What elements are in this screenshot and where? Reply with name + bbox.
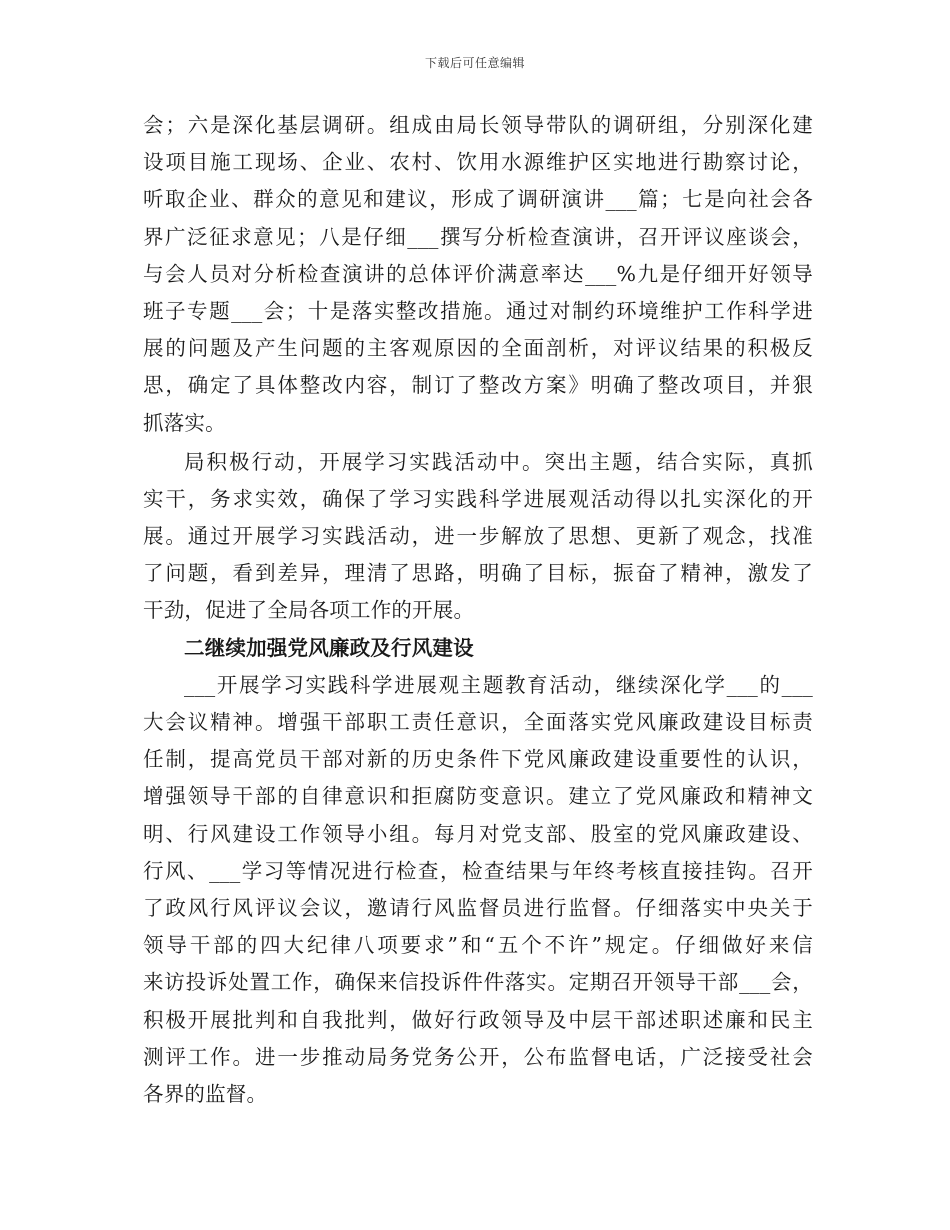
text-line: 干劲，促进了全局各项工作的开展。: [143, 598, 475, 623]
text-line: 展。通过开展学习实践活动，进一步解放了思想、更新了观念，找准: [143, 524, 813, 549]
text-line: 与会人员对分析检查演讲的总体评价满意率达___%九是仔细开好领导: [143, 261, 813, 286]
text-line: 界广泛征求意见；八是仔细___撰写分析检查演讲，召开评议座谈会，: [143, 224, 813, 249]
document-body: [143, 107, 813, 1113]
text-line: 明、行风建设工作领导小组。每月对党支部、股室的党风廉政建设、: [143, 821, 813, 846]
text-line: 测评工作。进一步推动局务党务公开，公布监督电话，广泛接受社会: [143, 1044, 813, 1069]
text-line: 了政风行风评议会议，邀请行风监督员进行监督。仔细落实中央关于: [143, 895, 813, 920]
paragraph-1: [143, 107, 813, 442]
text-line: ___开展学习实践科学进展观主题教育活动，继续深化学___的___: [184, 672, 813, 697]
text-line: 大会议精神。增强干部职工责任意识，全面落实党风廉政建设目标责: [143, 710, 813, 734]
text-line: 抓落实。: [143, 410, 226, 435]
paragraph-3: [143, 667, 813, 1113]
text-line: 设项目施工现场、企业、农村、饮用水源维护区实地进行勘察讨论，: [143, 150, 813, 175]
text-line: 领导干部的四大纪律八项要求”和“五个不许”规定。仔细做好来信: [143, 933, 813, 958]
text-line: 思，确定了具体整改内容，制订了整改方案》明确了整改项目，并狠: [143, 373, 813, 398]
text-line: 增强领导干部的自律意识和拒腐防变意识。建立了党风廉政和精神文: [143, 784, 813, 809]
text-line: 展的问题及产生问题的主客观原因的全面剖析，对评议结果的积极反: [143, 336, 813, 361]
text-line: 班子专题___会；十是落实整改措施。通过对制约环境维护工作科学进: [143, 298, 813, 323]
paragraph-2: [143, 444, 813, 630]
text-line: 局积极行动，开展学习实践活动中。突出主题，结合实际，真抓: [184, 449, 813, 474]
text-line: 各界的监督。: [143, 1081, 268, 1106]
text-line: 任制，提高党员干部对新的历史条件下党风廉政建设重要性的认识，: [143, 747, 813, 772]
text-line: 行风、___学习等情况进行检查，检查结果与年终考核直接挂钩。召开: [143, 858, 813, 883]
section-heading: 二继续加强党风廉政及行风建设: [184, 635, 474, 660]
text-line: 听取企业、群众的意见和建议，形成了调研演讲___篇；七是向社会各: [143, 187, 813, 212]
page-header: 下载后可任意编辑: [424, 56, 525, 70]
text-line: 会；六是深化基层调研。组成由局长领导带队的调研组，分别深化建: [143, 113, 813, 137]
text-line: 积极开展批判和自我批判，做好行政领导及中层干部述职述廉和民主: [143, 1007, 813, 1032]
text-line: 实干，务求实效，确保了学习实践科学进展观活动得以扎实深化的开: [143, 486, 813, 511]
text-line: 来访投诉处置工作，确保来信投诉件件落实。定期召开领导干部___会，: [143, 970, 813, 995]
text-line: 了问题，看到差异，理清了思路，明确了目标，振奋了精神，激发了: [143, 561, 813, 586]
